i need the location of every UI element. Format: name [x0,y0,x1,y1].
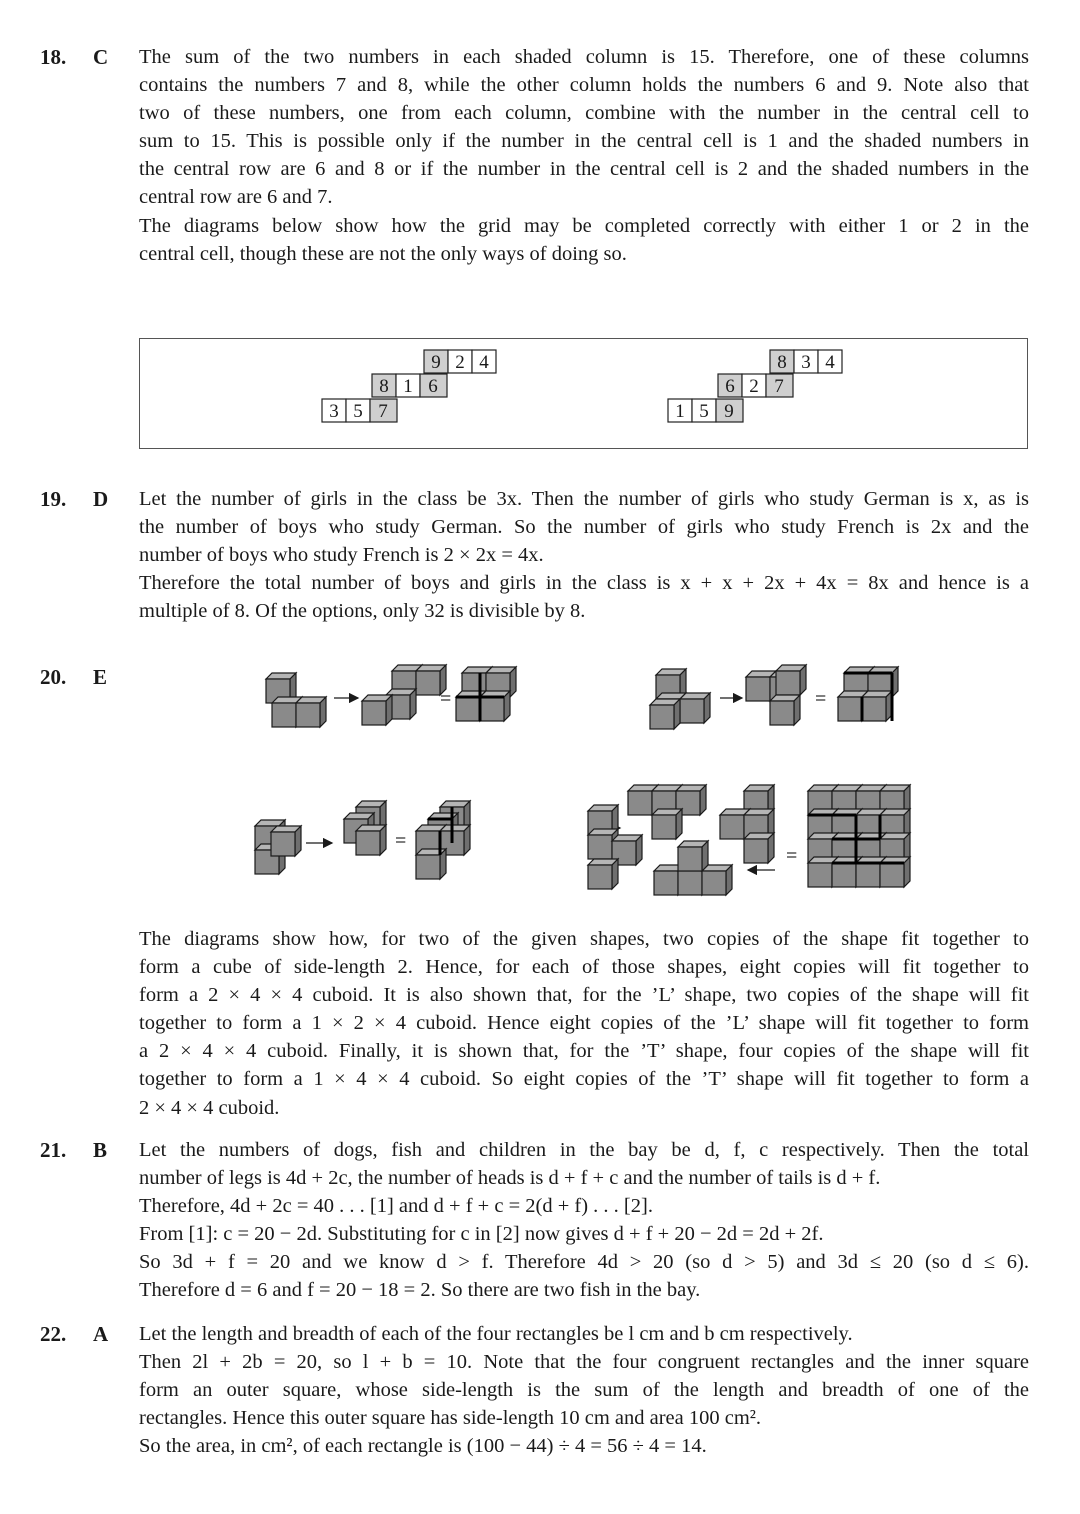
grid-digit: 3 [801,352,811,373]
t-shape-copy [720,785,774,863]
text-line: 2 × 4 × 4 cuboid. [139,1096,280,1119]
equals-sign: = [440,688,452,710]
text-line: From [1]: c = 20 − 2d. Substituting for c in [2] now gives d + f + 20 − 2d = 2d + 2f. [139,1223,824,1246]
text-line: The diagrams show how, for two of the given shapes, two copies of the shape fit together to [139,928,1029,950]
text-line: form a 2 × 4 × 4 cuboid. It is also shown that, for the ’L’ shape, two copies of the shape will fit [139,984,1029,1007]
grid-digit: 5 [353,401,363,422]
question-number-21: 21. [40,1138,67,1162]
text-line: central cell, though these are not the only ways of doing so. [139,243,627,266]
q21-paragraph-1 [139,1136,1029,1305]
question-number-18: 18. [40,45,67,69]
grid-digit: 7 [774,376,784,397]
grid-digit: 5 [699,401,709,422]
tripod-shape [650,669,710,729]
text-line: together to form a 1 × 4 × 4 cuboid. So eight copies of the ’T’ shape will fit together to form a [139,1068,1029,1091]
equals-sign: = [815,688,827,710]
cube-2x2-result [456,667,516,721]
text-line: The diagrams below show how the grid may be completed correctly with either 1 or 2 in the [139,215,1029,237]
grid-digit: 9 [724,401,734,422]
text-line: Then 2l + 2b = 20, so l + b = 10. Note that the four congruent rectangles and the inner square [139,1351,1029,1374]
grid-digit: 2 [749,376,759,397]
cuboid-1x4x4-result [808,785,910,887]
polycube-diagrams [240,655,960,900]
answer-letter-20: E [93,665,108,689]
grid-digit: 7 [378,401,388,422]
text-line: central row are 6 and 7. [139,186,333,209]
text-line: number of legs is 4d + 2c, the number of heads is d + f + c and the number of tails is d + f. [139,1167,881,1190]
grid-digit: 4 [825,352,835,373]
question-number-20: 20. [40,665,67,689]
text-line: rectangles. Hence this outer square has side-length 10 cm and area 100 cm². [139,1407,762,1430]
magic-grid-left [320,348,510,428]
q19-paragraph-2 [139,569,1029,625]
q22-paragraph-1 [139,1320,1029,1460]
text-line: together to form a 1 × 2 × 4 cuboid. Hence eight copies of the ’L’ shape will fit together to form [139,1012,1029,1035]
grid-digit: 8 [379,376,389,397]
skew-shape [266,673,326,727]
grid-digit: 8 [777,352,787,373]
l-shape-pair [344,801,386,855]
grid-digit: 1 [675,401,685,422]
answer-letter-19: D [93,487,109,511]
answer-letter-18: C [93,45,109,69]
magic-grid-figure-frame [139,338,1028,449]
grid-digit: 1 [403,376,413,397]
text-line: a 2 × 4 × 4 cuboid. Finally, it is shown that, for the ’T’ shape, four copies of the shape will fit [139,1040,1029,1063]
cuboid-1x2x4-result [416,801,470,879]
q18-paragraph-1 [139,43,1029,212]
equals-sign: = [786,845,798,867]
question-number-19: 19. [40,487,67,511]
q19-paragraph-1 [139,485,1029,569]
text-line: two of these numbers, one from each column, combine with the number in the central cell to [139,102,1029,125]
text-line: Let the number of girls in the class be 3x. Then the number of girls who study German is x, as is [139,488,1029,510]
text-line: Therefore the total number of boys and girls in the class is x + x + 2x + 4x = 8x and hence is a [139,572,1029,594]
l-shape [255,820,301,874]
text-line: number of boys who study French is 2 × 2x = 4x. [139,544,544,567]
t-shape [588,805,642,889]
grid-digit: 9 [431,352,441,373]
equals-sign: = [395,830,407,852]
text-line: form an outer square, whose side-length is the sum of the length and breadth of one of the [139,1379,1029,1402]
text-line: Let the numbers of dogs, fish and children in the bay be d, f, c respectively. Then the total [139,1139,1029,1161]
text-line: the central row are 6 and 8 or if the number in the central cell is 2 and the shaded numbers in the [139,158,1029,181]
grid-digit: 2 [455,352,465,373]
answer-letter-21: B [93,1138,108,1162]
grid-digit: 4 [479,352,489,373]
answer-letter-22: A [93,1322,109,1346]
text-line: Let the length and breadth of each of the four rectangles be l cm and b cm respectively. [139,1323,853,1345]
q20-paragraph-1 [139,925,1029,1122]
text-line: Therefore, 4d + 2c = 40 . . . [1] and d + f + c = 2(d + f) . . . [2]. [139,1195,653,1218]
text-line: So 3d + f = 20 and we know d > f. Therefore 4d > 20 (so d > 5) and 3d ≤ 20 (so d ≤ 6). [139,1251,1029,1274]
q18-paragraph-2 [139,212,1029,268]
cube-2x2-result [838,667,898,721]
grid-digit: 6 [725,376,735,397]
text-line: sum to 15. This is possible only if the number in the central cell is 1 and the shaded numbers in [139,130,1029,153]
text-line: contains the numbers 7 and 8, while the other column holds the numbers 6 and 9. Note also that [139,74,1029,97]
text-line: So the area, in cm², of each rectangle is (100 − 44) ÷ 4 = 56 ÷ 4 = 14. [139,1435,707,1458]
grid-digit: 3 [329,401,339,422]
t-shape-copy [628,785,706,839]
text-line: the number of boys who study German. So the number of girls who study French is 2x and the [139,516,1029,539]
t-shape-copy [654,841,732,895]
text-line: form a cube of side-length 2. Hence, for each of those shapes, eight copies will fit together to [139,956,1029,979]
text-line: The sum of the two numbers in each shaded column is 15. Therefore, one of these columns [139,46,1029,68]
tripod-shape-pair [746,665,806,725]
question-number-22: 22. [40,1322,67,1346]
magic-grid-right [666,348,856,428]
text-line: multiple of 8. Of the options, only 32 is divisible by 8. [139,600,586,623]
skew-shape-pair [362,665,446,725]
text-line: Therefore d = 6 and f = 20 − 18 = 2. So there are two fish in the bay. [139,1279,701,1302]
grid-digit: 6 [428,376,438,397]
